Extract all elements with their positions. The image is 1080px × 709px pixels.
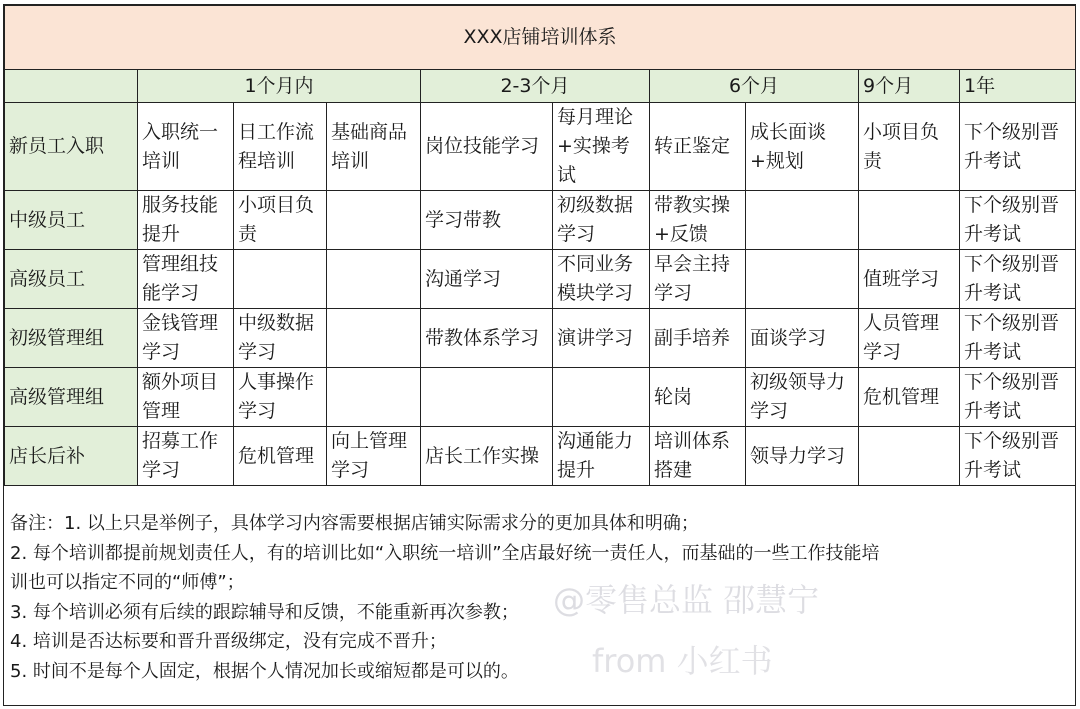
row-header: 高级员工 [5, 250, 138, 309]
table-cell: 人事操作学习 [234, 368, 327, 427]
table-cell: 沟通能力提升 [553, 427, 650, 486]
period-1-year: 1年 [960, 70, 1076, 103]
table-cell [327, 191, 421, 250]
note-line: 备注：1. 以上只是举例子，具体学习内容需要根据店铺实际需求分的更加具体和明确； [10, 513, 699, 534]
table-cell: 每月理论+实操考试 [553, 103, 650, 191]
table-cell [327, 368, 421, 427]
table-cell: 日工作流程培训 [234, 103, 327, 191]
table-row [5, 191, 1076, 250]
table-cell [421, 368, 553, 427]
row-header: 初级管理组 [5, 309, 138, 368]
table-cell: 下个级别晋升考试 [960, 309, 1076, 368]
period-6-months: 6个月 [650, 70, 859, 103]
table-cell: 沟通学习 [421, 250, 553, 309]
table-cell [553, 368, 650, 427]
table-cell: 向上管理学习 [327, 427, 421, 486]
table-row [5, 427, 1076, 486]
note-line: 4. 培训是否达标要和晋升晋级绑定，没有完成不晋升； [10, 631, 447, 652]
period-1-month: 1个月内 [138, 70, 421, 103]
row-header: 店长后补 [5, 427, 138, 486]
note-line: 3. 每个培训必须有后续的跟踪辅导和反馈，不能重新再次参教； [10, 601, 519, 623]
period-9-months: 9个月 [859, 70, 960, 103]
table-row [5, 250, 1076, 309]
period-2-3-months: 2-3个月 [421, 70, 650, 103]
table-cell: 入职统一培训 [138, 103, 234, 191]
table-cell: 招募工作学习 [138, 427, 234, 486]
note-line: 2. 每个培训都提前规划责任人，有的培训比如“入职统一培训”全店最好统一责任人，而基础的一些工作技能培 [10, 542, 880, 564]
table-row [5, 368, 1076, 427]
table-cell: 学习带教 [421, 191, 553, 250]
table-cell: 带教实操+反馈 [650, 191, 746, 250]
table-cell: 初级领导力学习 [746, 368, 859, 427]
table-row [5, 309, 1076, 368]
table-cell: 小项目负责 [859, 103, 960, 191]
table-cell: 轮岗 [650, 368, 746, 427]
table-cell: 下个级别晋升考试 [960, 368, 1076, 427]
page-title: XXX店铺培训体系 [5, 6, 1076, 70]
table-cell [234, 250, 327, 309]
table-cell: 基础商品培训 [327, 103, 421, 191]
table-cell [859, 191, 960, 250]
note-line: 5. 时间不是每个人固定，根据个人情况加长或缩短都是可以的。 [10, 660, 519, 682]
watermark-sub-text: from 小红书 [592, 642, 773, 680]
row-header: 高级管理组 [5, 368, 138, 427]
table-cell: 培训体系搭建 [650, 427, 746, 486]
training-sheet [3, 4, 1076, 706]
training-table [4, 5, 1076, 486]
table-cell: 中级数据学习 [234, 309, 327, 368]
table-row [5, 103, 1076, 191]
table-cell: 金钱管理学习 [138, 309, 234, 368]
table-cell [746, 250, 859, 309]
table-cell [746, 191, 859, 250]
corner-cell [5, 70, 138, 103]
table-cell: 值班学习 [859, 250, 960, 309]
table-cell: 人员管理学习 [859, 309, 960, 368]
table-cell: 下个级别晋升考试 [960, 250, 1076, 309]
table-cell: 不同业务模块学习 [553, 250, 650, 309]
table-cell: 副手培养 [650, 309, 746, 368]
table-cell: 下个级别晋升考试 [960, 427, 1076, 486]
table-cell: 早会主持学习 [650, 250, 746, 309]
period-header-row [5, 70, 1076, 103]
row-header: 新员工入职 [5, 103, 138, 191]
table-cell: 领导力学习 [746, 427, 859, 486]
row-header: 中级员工 [5, 191, 138, 250]
table-cell: 成长面谈+规划 [746, 103, 859, 191]
table-cell: 店长工作实操 [421, 427, 553, 486]
table-cell: 额外项目管理 [138, 368, 234, 427]
table-cell: 转正鉴定 [650, 103, 746, 191]
table-cell: 下个级别晋升考试 [960, 191, 1076, 250]
table-cell: 小项目负责 [234, 191, 327, 250]
table-cell: 服务技能提升 [138, 191, 234, 250]
table-cell [327, 309, 421, 368]
table-cell: 带教体系学习 [421, 309, 553, 368]
table-cell: 岗位技能学习 [421, 103, 553, 191]
table-cell [327, 250, 421, 309]
table-cell: 危机管理 [859, 368, 960, 427]
table-cell: 初级数据学习 [553, 191, 650, 250]
table-cell: 演讲学习 [553, 309, 650, 368]
note-line: 训也可以指定不同的“师傅”； [10, 572, 245, 593]
table-cell: 面谈学习 [746, 309, 859, 368]
watermark-text: @零售总监 邵慧宁 [553, 581, 820, 619]
table-cell: 管理组技能学习 [138, 250, 234, 309]
table-cell [859, 427, 960, 486]
table-cell: 下个级别晋升考试 [960, 103, 1076, 191]
table-cell: 危机管理 [234, 427, 327, 486]
notes-section [4, 490, 1075, 686]
